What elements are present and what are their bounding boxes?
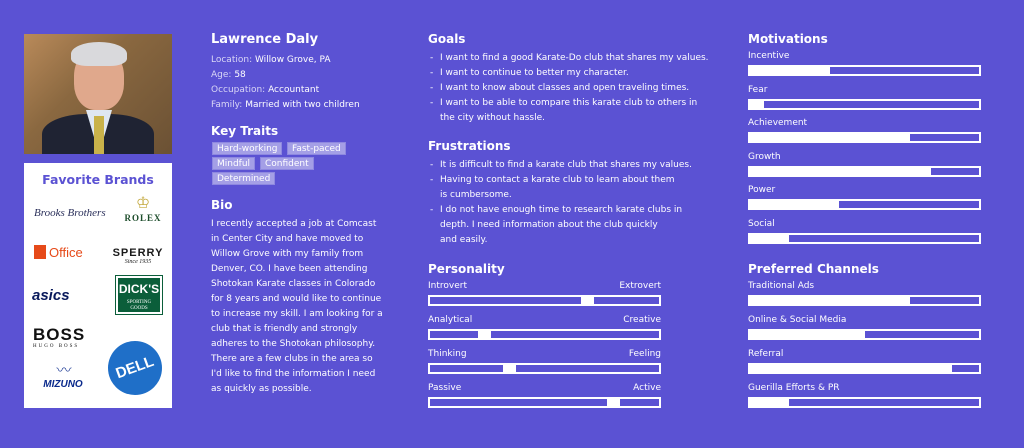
motivation-bar bbox=[748, 233, 981, 244]
channel-bar-fill bbox=[750, 365, 952, 372]
list-item: - I want to find a good Karate-Do club that shares my values. bbox=[428, 51, 728, 66]
goals-title: Goals bbox=[428, 32, 466, 46]
scale-left-label: Thinking bbox=[428, 349, 467, 359]
personality-title: Personality bbox=[428, 262, 505, 276]
key-traits-title: Key Traits bbox=[211, 124, 279, 138]
profile-details bbox=[211, 53, 411, 113]
favorite-brands-title: Favorite Brands bbox=[42, 172, 154, 187]
channel-bar-fill bbox=[750, 297, 910, 304]
list-item: - I want to know about classes and open traveling times. bbox=[428, 81, 728, 96]
scale-marker bbox=[478, 331, 491, 338]
goals-list bbox=[428, 51, 728, 126]
scale-marker bbox=[607, 399, 620, 406]
list-item: - It is difficult to find a karate club that shares my values. bbox=[428, 158, 728, 173]
trait-chip: Mindful bbox=[212, 157, 255, 170]
profile-photo bbox=[24, 34, 172, 154]
channel-bar-fill bbox=[750, 399, 789, 406]
brooks-brothers-logo: Brooks Brothers bbox=[34, 207, 106, 219]
motivation-label: Achievement bbox=[748, 118, 808, 129]
motivation-bar-fill bbox=[750, 201, 839, 208]
asics-logo: asics bbox=[32, 287, 70, 304]
channel-label: Online & Social Media bbox=[748, 315, 847, 325]
mizuno-runbird-icon: 〰 bbox=[56, 363, 70, 379]
scale-right-label: Active bbox=[633, 383, 661, 393]
motivation-label: Incentive bbox=[748, 51, 790, 61]
scale-right-label: Creative bbox=[623, 315, 661, 325]
personality-scale-bar bbox=[428, 397, 661, 408]
persona-name: Lawrence Daly bbox=[211, 32, 319, 47]
motivation-bar bbox=[748, 65, 981, 76]
list-item-continued: depth. I need information about the club quickly bbox=[440, 220, 658, 230]
channel-bar bbox=[748, 397, 981, 408]
list-item-continued: is cumbersome. bbox=[440, 190, 512, 200]
scale-left-label: Introvert bbox=[428, 281, 467, 291]
list-item: - Having to contact a karate club to learn about them bbox=[428, 173, 728, 188]
frustrations-list bbox=[428, 158, 728, 248]
list-item-continued: the city without hassle. bbox=[440, 113, 545, 123]
motivation-label: Growth bbox=[748, 151, 781, 162]
family-row: Family: Married with two children bbox=[211, 100, 360, 110]
favorite-brands-panel bbox=[24, 163, 172, 408]
trait-chip: Determined bbox=[212, 172, 275, 185]
channel-label: Referral bbox=[748, 349, 784, 359]
location-row: Location: Willow Grove, PA bbox=[211, 55, 331, 65]
motivation-bar bbox=[748, 199, 981, 210]
crown-icon: ♔ bbox=[135, 195, 151, 212]
motivation-bar-fill bbox=[750, 235, 789, 242]
scale-right-label: Feeling bbox=[628, 349, 661, 359]
motivation-bar-fill bbox=[750, 101, 764, 108]
office-logo: Office bbox=[34, 245, 83, 260]
list-item: - I want to be able to compare this karate club to others in bbox=[428, 96, 728, 111]
boss-logo: BOSS HUGO BOSS bbox=[33, 325, 86, 349]
motivation-label: Fear bbox=[748, 84, 768, 95]
sperry-logo: SPERRY Since 1935 bbox=[112, 247, 164, 265]
motivation-bar-fill bbox=[750, 67, 830, 74]
frustrations-title: Frustrations bbox=[428, 139, 511, 153]
scale-left-label: Analytical bbox=[428, 315, 473, 325]
age-row: Age: 58 bbox=[211, 70, 246, 80]
motivation-bar bbox=[748, 166, 981, 177]
dell-logo: DELL bbox=[108, 341, 162, 395]
office-icon bbox=[34, 245, 46, 259]
list-item-continued: and easily. bbox=[440, 235, 488, 245]
channel-bar-fill bbox=[750, 331, 865, 338]
channel-bar bbox=[748, 295, 981, 306]
personality-scale-bar bbox=[428, 329, 661, 340]
channel-bar bbox=[748, 329, 981, 340]
personality-scale-bar bbox=[428, 295, 661, 306]
channel-label: Guerilla Efforts & PR bbox=[748, 383, 840, 393]
motivation-bar-fill bbox=[750, 168, 931, 175]
scale-marker bbox=[581, 297, 594, 304]
personality-scale-bar bbox=[428, 363, 661, 374]
motivation-label: Social bbox=[748, 219, 775, 229]
scale-marker bbox=[503, 365, 516, 372]
trait-chip: Fast-paced bbox=[287, 142, 346, 155]
motivation-bar bbox=[748, 99, 981, 110]
list-item: - I want to continue to better my character. bbox=[428, 66, 728, 81]
motivations-title: Motivations bbox=[748, 32, 828, 46]
list-item: - I do not have enough time to research karate clubs in bbox=[428, 203, 728, 218]
motivation-bar-fill bbox=[750, 134, 910, 141]
bio-title: Bio bbox=[211, 198, 233, 212]
rolex-logo: ♔ ROLEX bbox=[122, 195, 164, 223]
trait-chip: Confident bbox=[260, 157, 314, 170]
channel-label: Traditional Ads bbox=[748, 281, 815, 291]
motivation-label: Power bbox=[748, 185, 776, 196]
mizuno-logo: 〰 MIZUNO bbox=[32, 363, 94, 390]
occupation-row: Occupation: Accountant bbox=[211, 85, 320, 95]
motivation-bar bbox=[748, 132, 981, 143]
scale-right-label: Extrovert bbox=[619, 281, 661, 291]
channels-title: Preferred Channels bbox=[748, 262, 879, 276]
trait-chip: Hard-working bbox=[212, 142, 282, 155]
dicks-logo: DICK'S SPORTING GOODS bbox=[116, 276, 162, 314]
bio-text: I recently accepted a job at Comcast in Center City and have moved to Willow Grove with my family from Denver, CO. I have been attending Shotokan Karate classes in Colorado for 8 years and would like to continue to increase my skill. I am looking for a club that is friendly and strongly adheres to the Shotokan philosophy. There are a few clubs in the area so I'd like to find the information I need as quickly as possible. bbox=[211, 219, 383, 394]
scale-left-label: Passive bbox=[428, 383, 462, 393]
channel-bar bbox=[748, 363, 981, 374]
